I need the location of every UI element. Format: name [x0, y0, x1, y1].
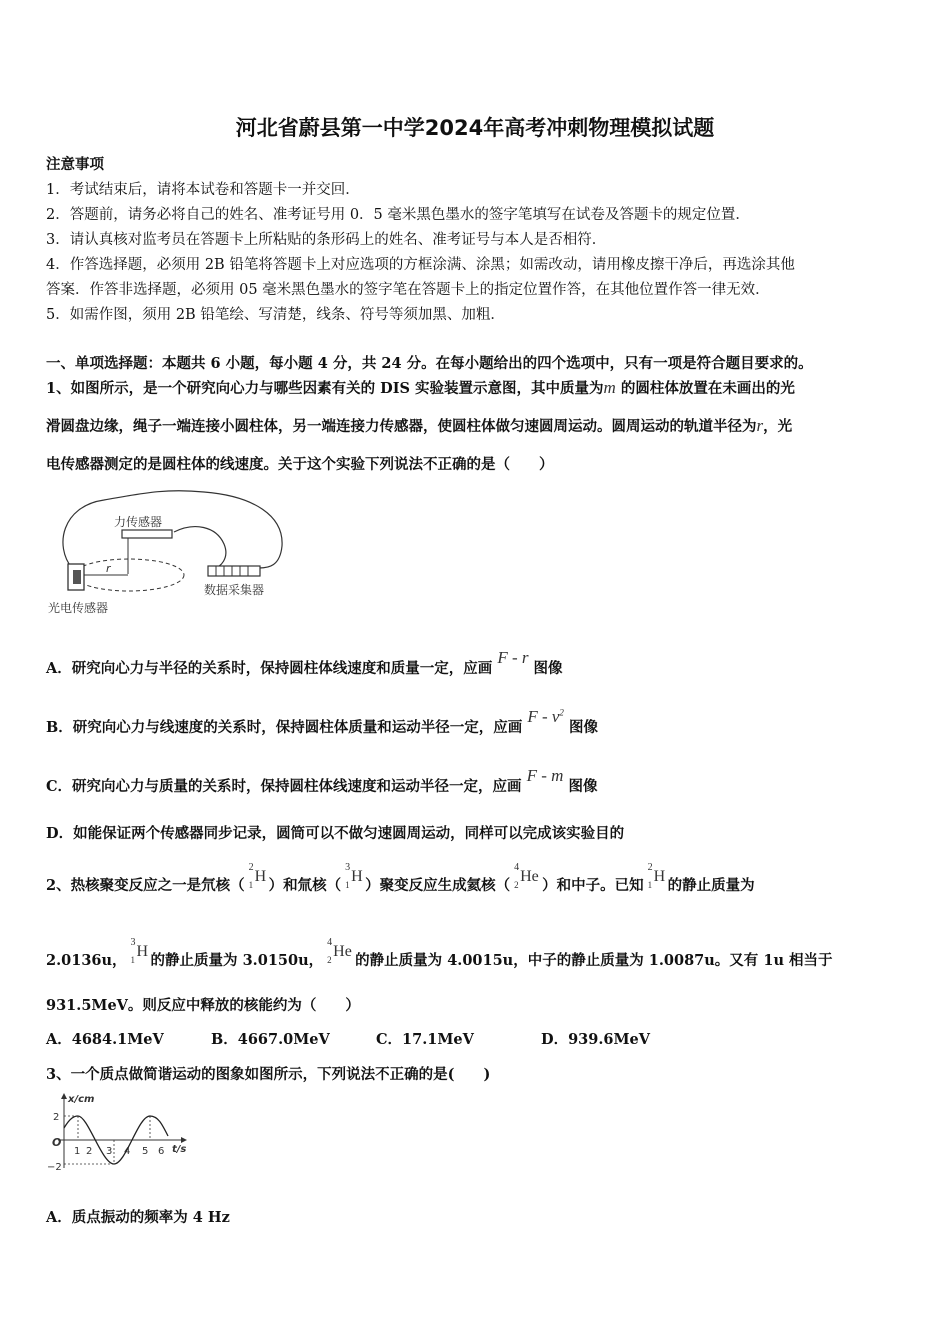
mass-number: 3 [130, 937, 136, 948]
q2-text: ）和氚核（ [268, 877, 342, 894]
q2-text: 的静止质量为 [667, 877, 755, 894]
option-text: B．研究向心力与线速度的关系时，保持圆柱体质量和运动半径一定，应画 [46, 719, 523, 736]
y-tick-neg: −2 [47, 1162, 62, 1173]
q1-text: ，光 [763, 418, 793, 435]
q2-text: 2.0136u， [46, 952, 127, 969]
element-symbol: H [653, 868, 666, 885]
var-r: r [756, 416, 764, 435]
q2-stem-line3: 931.5MeV。则反应中释放的核能约为（ ） [46, 997, 360, 1014]
helium-symbol [323, 937, 355, 969]
q2-text: ）聚变反应生成氦核（ [365, 877, 511, 894]
tritium-symbol [127, 937, 151, 969]
formula-exponent: 2 [559, 707, 564, 718]
mass-number: 3 [345, 862, 351, 873]
q2-option-a: A．4684.1MeV [46, 1031, 164, 1048]
section-heading: 一、单项选择题：本题共 6 小题，每小题 4 分，共 24 分。在每小题给出的四个选项中，只有一项是符合题目要求的。 [46, 355, 813, 372]
element-symbol: He [520, 868, 539, 885]
element-symbol: He [333, 943, 352, 960]
mass-number: 2 [647, 862, 653, 873]
y-axis-arrow [61, 1093, 67, 1099]
q2-option-c: C．17.1MeV [376, 1031, 474, 1048]
atomic-number: 1 [647, 880, 653, 890]
y-axis-label: x/cm [68, 1094, 95, 1105]
mass-number: 4 [327, 937, 333, 948]
x-axis-arrow [181, 1137, 187, 1143]
q1-text: 的圆柱体放置在未画出的光 [615, 380, 795, 397]
x-tick: 6 [158, 1146, 165, 1157]
force-sensor-label: 力传感器 [114, 515, 163, 529]
option-text: C．研究向心力与质量的关系时，保持圆柱体线速度和运动半径一定，应画 [46, 778, 522, 795]
q1-text: 滑圆盘边缘，绳子一端连接小圆柱体，另一端连接力传感器，使圆柱体做匀速圆周运动。圆周运动的轨道半径为 [46, 418, 757, 435]
x-axis-label: t/s [172, 1144, 187, 1155]
q3-stem: 3、一个质点做简谐运动的图象如图所示，下列说法不正确的是( ) [46, 1066, 491, 1083]
formula-f-r: F - r [497, 648, 529, 667]
atomic-number: 2 [514, 880, 519, 890]
atomic-number: 1 [130, 955, 136, 965]
option-suffix: 图像 [533, 660, 563, 677]
element-symbol: H [351, 868, 363, 885]
x-tick: 3 [106, 1146, 113, 1157]
notice-item: 2．答题前，请务必将自己的姓名、准考证号用 0．5 毫米黑色墨水的签字笔填写在试卷及答题卡的规定位置． [46, 207, 750, 223]
element-symbol: H [136, 943, 149, 960]
atomic-number: 1 [248, 880, 254, 890]
dis-apparatus-figure [44, 486, 294, 618]
data-collector-label: 数据采集器 [204, 583, 265, 597]
tritium-symbol [341, 862, 365, 894]
notice-item: 5．如需作图，须用 2B 铅笔绘、写清楚，线条、符号等须加黑、加粗． [46, 307, 505, 323]
page-title: 河北省蔚县第一中学2024年高考冲刺物理模拟试题 [235, 116, 715, 140]
q1-stem-line2 [46, 415, 792, 436]
q1-text: 1、如图所示，是一个研究向心力与哪些因素有关的 DIS 实验装置示意图，其中质量为 [46, 380, 604, 397]
q2-stem-line2 [46, 937, 833, 970]
deuterium-symbol [644, 862, 668, 894]
x-tick: 2 [86, 1146, 93, 1157]
x-tick: 1 [74, 1146, 81, 1157]
formula-f-m: F - m [526, 766, 564, 785]
helium-symbol [510, 862, 542, 894]
notice-item: 1．考试结束后，请将本试卷和答题卡一并交回． [46, 182, 360, 198]
option-text: A．研究向心力与半径的关系时，保持圆柱体线速度和质量一定，应画 [46, 660, 493, 677]
notice-heading: 注意事项 [46, 156, 104, 173]
x-tick: 5 [142, 1146, 149, 1157]
formula-text: F - v [527, 707, 560, 726]
q1-option-a [46, 648, 563, 678]
mass-number: 4 [514, 862, 520, 873]
q3-option-a: A．质点振动的频率为 4 Hz [46, 1209, 230, 1226]
option-suffix: 图像 [568, 778, 598, 795]
q2-option-d: D．939.6MeV [541, 1031, 651, 1048]
element-symbol: H [254, 868, 267, 885]
q1-stem-line1 [46, 377, 795, 398]
q2-option-b: B．4667.0MeV [211, 1031, 330, 1048]
q2-options [46, 1028, 706, 1049]
cylinder [73, 570, 81, 584]
x-tick: 4 [124, 1146, 131, 1157]
shm-graph [44, 1090, 194, 1174]
notice-item: 4．作答选择题，必须用 2B 铅笔将答题卡上对应选项的方框涂满、涂黑；如需改动，请用橡皮擦干净后，再选涂其他 [46, 257, 795, 273]
q2-text: 的静止质量为 3.0150u， [150, 952, 324, 969]
force-sensor-box [122, 530, 172, 538]
notice-item: 3．请认真核对监考员在答题卡上所粘贴的条形码上的姓名、准考证号与本人是否相符． [46, 232, 607, 248]
cable-main [63, 491, 282, 568]
q1-stem-line3: 电传感器测定的是圆柱体的线速度。关于这个实验下列说法不正确的是（ ） [46, 456, 554, 473]
q2-stem-line1 [46, 862, 755, 895]
cable-sensor [174, 527, 226, 568]
origin-label: O [52, 1136, 62, 1149]
q1-option-b [46, 707, 598, 737]
q2-text: 的静止质量为 4.0015u，中子的静止质量为 1.0087u。又有 1u 相当于 [355, 952, 833, 969]
deuterium-symbol [245, 862, 269, 894]
y-tick-pos: 2 [53, 1112, 60, 1123]
option-suffix: 图像 [568, 719, 598, 736]
q1-option-d: D．如能保证两个传感器同步记录，圆筒可以不做匀速圆周运动，同样可以完成该实验目的 [46, 825, 625, 842]
q1-option-c [46, 766, 598, 796]
radius-label: r [106, 562, 111, 575]
photo-sensor-label: 光电传感器 [48, 601, 109, 615]
atomic-number: 2 [327, 955, 332, 965]
formula-f-v2 [527, 707, 564, 726]
notice-item: 答案．作答非选择题，必须用 05 毫米黑色墨水的签字笔在答题卡上的指定位置作答，在其他位置作答一律无效． [46, 282, 770, 298]
q2-text: 2、热核聚变反应之一是氘核（ [46, 877, 245, 894]
var-m: m [603, 378, 616, 397]
q2-text: ）和中子。已知 [542, 877, 644, 894]
mass-number: 2 [248, 862, 254, 873]
atomic-number: 1 [345, 880, 350, 890]
